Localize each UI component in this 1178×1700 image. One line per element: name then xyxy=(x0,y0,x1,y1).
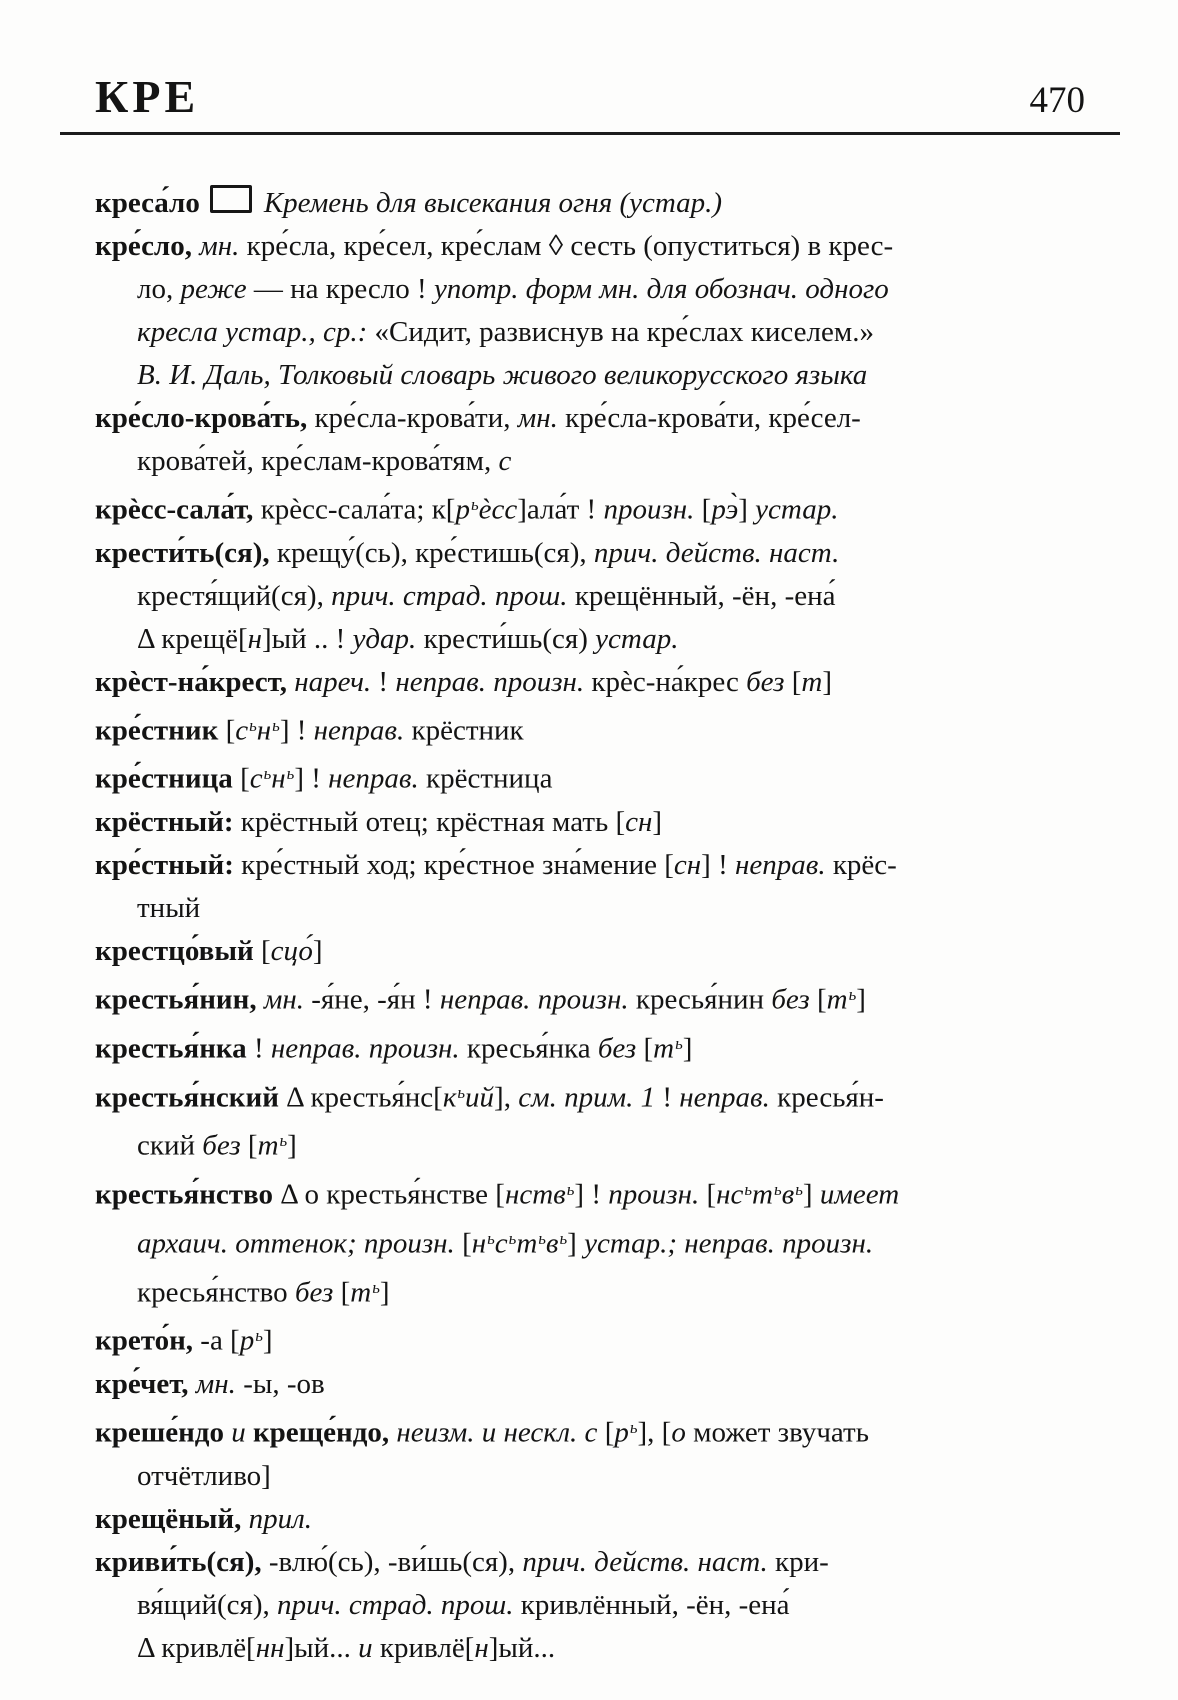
text-segment: Кремень для высекания огня (устар.) xyxy=(263,187,723,219)
text-segment: ! xyxy=(378,665,396,698)
headword-text: крёстный: xyxy=(95,806,241,839)
text-segment: крёс- xyxy=(832,849,897,882)
text-segment: крёстница xyxy=(426,763,553,796)
text-segment: кресья́нка xyxy=(466,1032,598,1065)
text-segment: и xyxy=(231,1416,253,1449)
text-segment: [ xyxy=(816,983,827,1016)
text-segment: кри- xyxy=(775,1545,829,1578)
headword-text: кре́стный: xyxy=(95,849,242,882)
entry-line xyxy=(95,1314,1098,1363)
text-segment: [ xyxy=(604,1416,615,1449)
text-segment: [ xyxy=(225,714,236,747)
dictionary-entry xyxy=(95,1498,1098,1541)
text-segment: ь xyxy=(508,1228,517,1248)
headword-text: криви́ть(ся), xyxy=(95,1545,269,1578)
text-segment: кресья́н- xyxy=(777,1081,884,1114)
dictionary-entry xyxy=(95,1314,1098,1363)
text-segment: отчётливо] xyxy=(137,1459,271,1492)
text-segment: употр. форм мн. для обознач. одного xyxy=(433,273,889,305)
text-segment: с xyxy=(235,714,249,747)
dictionary-entry xyxy=(95,930,1098,973)
text-segment: ь xyxy=(774,1180,782,1200)
text-segment: крёстник xyxy=(411,714,524,747)
text-segment: т xyxy=(350,1276,372,1309)
text-segment: кресла устар., ср.: xyxy=(137,316,375,348)
entry-line xyxy=(95,704,1098,753)
entry-line xyxy=(95,397,1098,440)
entry-line xyxy=(95,661,1098,704)
text-segment: т xyxy=(801,665,823,698)
text-segment: Δ крещё[ xyxy=(137,622,248,655)
text-segment: ] xyxy=(312,935,323,968)
entry-line xyxy=(95,1071,1098,1120)
text-segment: р xyxy=(614,1416,629,1449)
headword-text: крестцо́вый xyxy=(95,935,261,968)
text-segment: кривлё[ xyxy=(379,1631,475,1664)
text-segment: — на кресло ! xyxy=(253,273,434,305)
header-rule xyxy=(60,132,1120,135)
entry-line xyxy=(95,1168,1098,1217)
text-segment: р xyxy=(455,493,470,526)
headword-text: кре́сло-крова́ть, xyxy=(95,402,315,434)
headword-text: креще́ндо, xyxy=(252,1416,397,1449)
text-segment: кривлённый, -ён, -ена́ xyxy=(520,1588,790,1621)
text-segment: Δ о крестья́нстве [ xyxy=(280,1178,505,1211)
text-segment: ]ый... xyxy=(488,1631,556,1664)
text-segment: ! xyxy=(253,1032,271,1065)
dictionary-entry xyxy=(95,532,1098,661)
text-segment: ] ! xyxy=(701,849,735,882)
headword-text: кре́стница xyxy=(95,763,241,796)
text-segment: устар. xyxy=(755,493,839,526)
text-segment: без xyxy=(771,983,817,1016)
dictionary-entry xyxy=(95,182,1098,225)
dictionary-entry xyxy=(95,844,1098,930)
entry-line xyxy=(95,1022,1098,1071)
text-segment: в xyxy=(781,1178,795,1211)
guide-word: КРЕ xyxy=(95,71,200,122)
text-segment: ] xyxy=(567,1227,585,1260)
entry-line xyxy=(95,1455,1098,1498)
text-segment: сн xyxy=(625,806,653,839)
text-segment: ь xyxy=(848,985,857,1005)
text-segment: вя́щий(ся), xyxy=(137,1588,278,1621)
text-segment: -я́не, -я́н ! xyxy=(311,983,440,1016)
text-segment: ь xyxy=(286,764,295,784)
text-segment: прич. действ. наст. xyxy=(593,536,840,569)
text-segment: ь xyxy=(470,495,479,514)
text-segment: р xyxy=(239,1325,255,1358)
text-segment: тный xyxy=(137,892,201,925)
text-segment: крёстный отец; крёстная мать [ xyxy=(240,806,626,839)
text-segment: сцо́ xyxy=(270,935,313,968)
headword-text: крестья́нин, xyxy=(95,983,264,1016)
text-segment: крова́тей, кре́слам-крова́тям, xyxy=(137,445,499,477)
text-segment: без xyxy=(597,1032,644,1065)
text-segment: Δ крестья́нс[ xyxy=(286,1081,443,1114)
text-segment: ь xyxy=(279,1131,288,1151)
text-segment: см. прим. 1 xyxy=(518,1081,663,1114)
text-segment: ], [ xyxy=(637,1416,672,1449)
text-segment: реже xyxy=(180,273,254,305)
entry-line xyxy=(95,1363,1098,1406)
text-segment: крещу́(сь), кре́стишь(ся), xyxy=(276,536,594,569)
text-segment: кре́сла-крова́ти, xyxy=(314,402,518,434)
entry-line xyxy=(95,1584,1098,1627)
headword-text: крѐсс-сала́т, xyxy=(95,493,261,526)
text-segment: н xyxy=(247,622,263,655)
text-segment: ь xyxy=(487,1228,495,1248)
text-segment: о xyxy=(671,1416,694,1449)
entry-line xyxy=(95,440,1098,483)
text-segment: В. И. Даль, Толковый словарь живого великорусского языка xyxy=(137,359,868,391)
page-number: 470 xyxy=(1029,80,1085,121)
text-segment: неправ. произн. xyxy=(270,1032,467,1065)
text-segment: крещённый, -ён, -ена́ xyxy=(574,579,836,612)
entry-line xyxy=(95,311,1098,354)
text-segment: [ xyxy=(240,763,250,796)
entry-line xyxy=(95,354,1098,397)
text-segment: ] xyxy=(822,665,833,698)
text-segment: с xyxy=(494,1227,508,1260)
text-segment: т xyxy=(752,1178,773,1211)
headword-text: креше́ндо xyxy=(95,1416,232,1449)
dictionary-entry xyxy=(95,1406,1098,1498)
text-segment: неправ. произн. xyxy=(395,665,592,698)
text-segment: ь xyxy=(629,1418,638,1438)
entry-line xyxy=(95,1217,1098,1266)
text-segment: кре́сла-крова́ти, кре́сел- xyxy=(565,402,861,434)
text-segment: прич. действ. наст. xyxy=(522,1545,776,1578)
dictionary-entry xyxy=(95,801,1098,844)
text-segment: ] xyxy=(738,493,756,526)
text-segment: без xyxy=(294,1276,341,1309)
text-segment: ь xyxy=(457,1082,466,1102)
text-segment: ] ! xyxy=(574,1178,609,1211)
entry-line xyxy=(95,844,1098,887)
text-segment: «Сидит, развиснув на кре́слах киселем.» xyxy=(374,316,874,348)
text-segment: -влю́(сь), -ви́шь(ся), xyxy=(268,1545,523,1578)
text-segment: удар. xyxy=(352,622,424,655)
text-segment: мн. xyxy=(195,1368,244,1401)
entry-line xyxy=(95,1541,1098,1584)
text-segment: ь xyxy=(795,1180,803,1200)
dictionary-entry xyxy=(95,661,1098,704)
definition-box-icon xyxy=(210,185,252,213)
dictionary-entry xyxy=(95,973,1098,1022)
entry-line xyxy=(95,575,1098,618)
text-segment: ь xyxy=(249,715,257,735)
text-segment: ] ! xyxy=(294,763,329,796)
dictionary-entry xyxy=(95,704,1098,753)
text-segment: т xyxy=(516,1227,538,1260)
text-segment: в xyxy=(545,1227,559,1260)
text-segment: может звучать xyxy=(693,1416,869,1449)
text-segment: устар.; неправ. произн. xyxy=(584,1227,874,1260)
dictionary-body xyxy=(95,182,1098,1670)
text-segment: ] xyxy=(856,983,866,1016)
text-segment: ло, xyxy=(137,273,181,305)
text-segment: устар. xyxy=(595,622,679,655)
text-segment: кре́стный ход; кре́стное зна́мение [ xyxy=(241,849,674,882)
headword-text: крести́ть(ся), xyxy=(95,536,277,569)
entry-line xyxy=(95,887,1098,930)
text-segment: [ xyxy=(247,1130,258,1163)
text-segment: ]ый .. ! xyxy=(262,622,353,655)
text-segment: прич. страд. прош. xyxy=(277,1588,521,1621)
text-segment: [ xyxy=(340,1276,351,1309)
headword-text: креса́ло xyxy=(95,187,200,219)
dictionary-entry xyxy=(95,1363,1098,1406)
text-segment: кре́сла, кре́сел, кре́слам ◊ сесть (опуститься) в крес- xyxy=(246,230,894,262)
text-segment: крѐсс-сала́та; к[ xyxy=(260,493,456,526)
text-segment: рэ̀ xyxy=(711,493,739,526)
text-segment: неправ. xyxy=(313,714,412,747)
dictionary-entry xyxy=(95,397,1098,483)
text-segment: ь xyxy=(263,764,272,784)
entry-line xyxy=(95,1406,1098,1455)
text-segment: кресья́нство xyxy=(137,1276,295,1309)
text-segment: нареч. xyxy=(294,665,379,698)
text-segment: н xyxy=(471,1227,487,1260)
text-segment: кресья́нин xyxy=(635,983,772,1016)
text-segment: т xyxy=(653,1032,675,1065)
text-segment: ] xyxy=(652,806,663,839)
text-segment: ], xyxy=(494,1081,519,1114)
text-segment: -а [ xyxy=(200,1325,240,1358)
text-segment: мн. xyxy=(517,402,566,434)
headword-text: крестья́нский xyxy=(95,1081,287,1114)
text-segment: к xyxy=(442,1081,457,1114)
text-segment: имеет xyxy=(819,1178,900,1211)
text-segment: [ xyxy=(701,493,712,526)
text-segment: нств xyxy=(504,1178,566,1211)
text-segment: сн xyxy=(673,849,702,882)
text-segment: ий xyxy=(465,1081,495,1114)
headword-text: крето́н, xyxy=(95,1325,201,1358)
text-segment: неправ. xyxy=(679,1081,778,1114)
text-segment: [ xyxy=(791,665,802,698)
entry-line xyxy=(95,182,1098,225)
text-segment: ский xyxy=(137,1130,203,1163)
entry-line xyxy=(95,483,1098,532)
text-segment: ѐсс xyxy=(478,493,518,526)
text-segment: ! xyxy=(662,1081,680,1114)
dictionary-entry xyxy=(95,1071,1098,1168)
text-segment: ь xyxy=(272,715,280,735)
text-segment: ь xyxy=(372,1277,380,1297)
text-segment: ь xyxy=(566,1180,575,1200)
entry-line xyxy=(95,1627,1098,1670)
text-segment: ]ала́т ! xyxy=(517,493,604,526)
text-segment: крести́шь(ся) xyxy=(423,622,596,655)
dictionary-entry xyxy=(95,1541,1098,1670)
text-segment: нс xyxy=(716,1178,744,1211)
entry-line xyxy=(95,930,1098,973)
dictionary-entry xyxy=(95,225,1098,397)
text-segment: [ xyxy=(462,1227,472,1260)
entry-line xyxy=(95,801,1098,844)
text-segment: без xyxy=(746,665,792,698)
entry-line xyxy=(95,618,1098,661)
text-segment: прил. xyxy=(248,1502,313,1535)
text-segment: крѐс-на́крес xyxy=(591,665,747,698)
headword-text: крестья́нка xyxy=(95,1032,254,1065)
text-segment: ь xyxy=(255,1326,263,1346)
text-segment: мн. xyxy=(263,983,312,1016)
text-segment: ь xyxy=(559,1228,568,1248)
text-segment: ] xyxy=(682,1032,693,1065)
headword-text: крещёный, xyxy=(95,1502,249,1535)
text-segment: неизм. и нескл. с xyxy=(396,1416,605,1449)
page-header xyxy=(95,71,1085,122)
text-segment: произн. xyxy=(608,1178,707,1211)
entry-line xyxy=(95,532,1098,575)
text-segment: ] xyxy=(287,1130,297,1163)
text-segment: ]ый... xyxy=(284,1631,359,1664)
entry-line xyxy=(95,1498,1098,1541)
text-segment: [ xyxy=(643,1032,654,1065)
entry-line xyxy=(95,225,1098,268)
headword-text: кре́чет, xyxy=(95,1368,196,1401)
text-segment: без xyxy=(202,1130,248,1163)
headword-text: кре́сло, xyxy=(95,230,200,262)
text-segment: т xyxy=(826,983,848,1016)
entry-line xyxy=(95,1266,1098,1315)
dictionary-entry xyxy=(95,1022,1098,1071)
text-segment: ь xyxy=(675,1033,683,1053)
text-segment: ь xyxy=(538,1228,546,1248)
entry-line xyxy=(95,973,1098,1022)
text-segment: ь xyxy=(744,1180,753,1200)
text-segment: н xyxy=(474,1631,489,1664)
headword-text: крестья́нство xyxy=(95,1178,281,1211)
entry-line xyxy=(95,752,1098,801)
text-segment: неправ. произн. xyxy=(439,983,636,1016)
text-segment: с xyxy=(249,763,263,796)
text-segment: крестя́щий(ся), xyxy=(137,579,332,612)
text-segment: [ xyxy=(260,935,271,968)
text-segment: мн. xyxy=(199,230,247,262)
text-segment: нн xyxy=(255,1631,285,1664)
entry-line xyxy=(95,268,1098,311)
text-segment: ] xyxy=(379,1276,390,1309)
text-segment: н xyxy=(256,714,272,747)
text-segment: ] xyxy=(262,1325,273,1358)
dictionary-entry xyxy=(95,752,1098,801)
text-segment: -ы, -ов xyxy=(243,1368,325,1401)
text-segment: с xyxy=(498,445,512,477)
entry-line xyxy=(95,1119,1098,1168)
text-segment: произн. xyxy=(603,493,702,526)
text-segment: неправ. xyxy=(328,763,426,796)
text-segment: Δ кривлё[ xyxy=(137,1631,256,1664)
text-segment: [ xyxy=(706,1178,717,1211)
dictionary-entry xyxy=(95,1168,1098,1314)
headword-text: кре́стник xyxy=(95,714,226,747)
text-segment: т xyxy=(257,1130,279,1163)
text-segment: прич. страд. прош. xyxy=(331,579,575,612)
text-segment: ] ! xyxy=(279,714,314,747)
text-segment: ] xyxy=(802,1178,820,1211)
dictionary-entry xyxy=(95,483,1098,532)
text-segment: архаич. оттенок; произн. xyxy=(137,1227,463,1260)
text-segment: неправ. xyxy=(734,849,833,882)
text-segment: и xyxy=(358,1631,380,1664)
headword-text: крѐст-на́крест, xyxy=(95,665,295,698)
text-segment: н xyxy=(271,763,286,796)
